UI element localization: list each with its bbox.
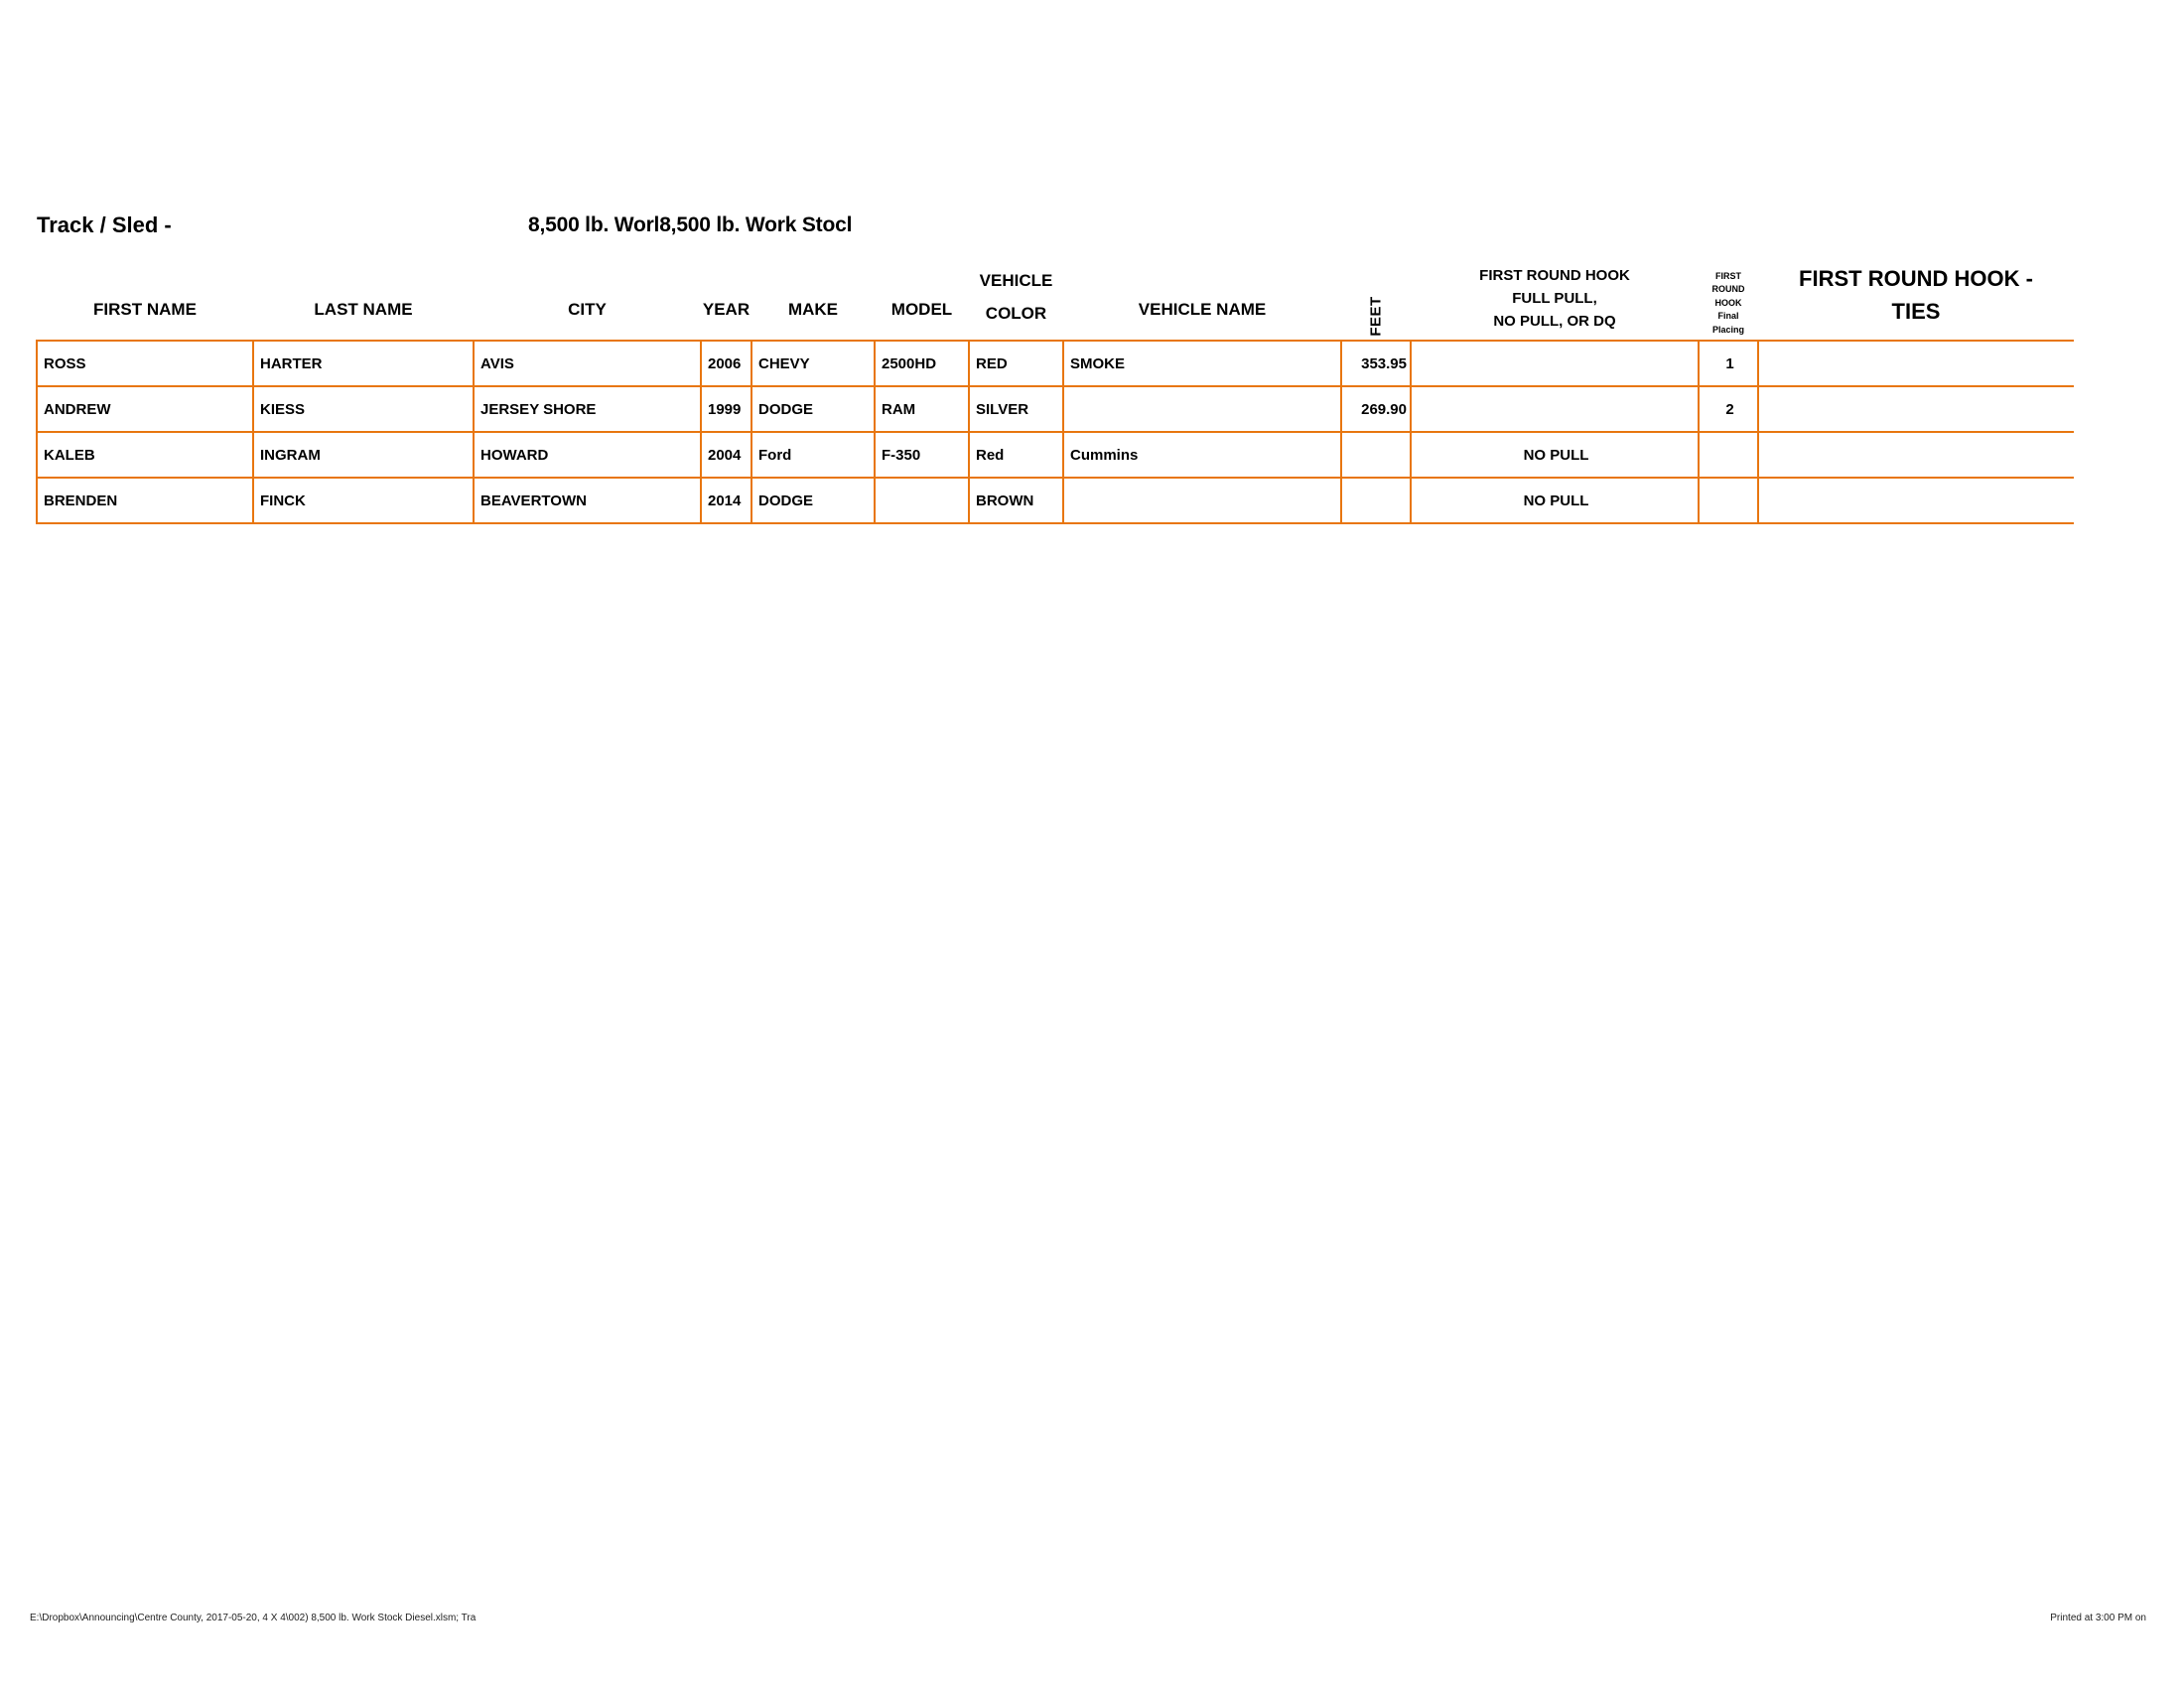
table-cell-model: 2500HD [875, 341, 969, 386]
header-line: VEHICLE NAME [1138, 300, 1267, 319]
table-row [37, 341, 2074, 386]
header-line: TIES [1891, 299, 1941, 324]
table-cell-feet [1341, 478, 1411, 523]
table-row [37, 432, 2074, 478]
table-cell-year: 2014 [701, 478, 751, 523]
table-cell-model: F-350 [875, 432, 969, 478]
table-cell-year: 2006 [701, 341, 751, 386]
column-header-year [701, 238, 751, 341]
table-cell-last-name: KIESS [253, 386, 474, 432]
table-cell-vehicle-color: RED [969, 341, 1063, 386]
rotated-header-text: FEET [1367, 296, 1385, 337]
column-header-row [37, 238, 2074, 341]
table-cell-first-round-hook-result: NO PULL [1411, 478, 1699, 523]
table-cell-vehicle-color: BROWN [969, 478, 1063, 523]
table-cell-last-name: INGRAM [253, 432, 474, 478]
table-cell-first-round-hook-result [1411, 386, 1699, 432]
header-line: MAKE [787, 300, 839, 319]
table-cell-vehicle-name: SMOKE [1063, 341, 1341, 386]
column-header-first-round-hook-result [1411, 238, 1699, 341]
table-cell-feet: 269.90 [1341, 386, 1411, 432]
header-line: FIRST [1715, 270, 1741, 281]
header-line: NO PULL, OR DQ [1493, 313, 1616, 330]
header-line: YEAR [702, 300, 751, 319]
table-cell-feet [1341, 432, 1411, 478]
table-cell-model [875, 478, 969, 523]
table-cell-city: BEAVERTOWN [474, 478, 701, 523]
column-header-vehicle-name [1063, 238, 1341, 341]
header-line: Placing [1711, 324, 1744, 335]
table-cell-last-name: HARTER [253, 341, 474, 386]
table-cell-vehicle-name [1063, 386, 1341, 432]
column-header-first-round-hook-placing [1699, 238, 1758, 341]
column-header-first-round-hook-ties [1758, 238, 2074, 341]
table-cell-first-round-hook-ties [1758, 432, 2074, 478]
table-row [37, 386, 2074, 432]
table-cell-make: CHEVY [751, 341, 875, 386]
table-cell-first-round-hook-ties [1758, 341, 2074, 386]
table-cell-first-name: KALEB [37, 432, 253, 478]
table-cell-city: JERSEY SHORE [474, 386, 701, 432]
results-table [36, 238, 2074, 524]
table-cell-vehicle-color: Red [969, 432, 1063, 478]
table-cell-make: DODGE [751, 386, 875, 432]
column-header-last-name [253, 238, 474, 341]
table-cell-first-round-hook-placing [1699, 478, 1758, 523]
header-line: ROUND [1711, 284, 1745, 294]
table-row [37, 478, 2074, 523]
table-cell-vehicle-name [1063, 478, 1341, 523]
header-line: FIRST ROUND HOOK - [1799, 266, 2033, 291]
table-cell-make: Ford [751, 432, 875, 478]
header-line: FULL PULL, [1512, 290, 1597, 307]
column-header-first-name [37, 238, 253, 341]
table-cell-city: HOWARD [474, 432, 701, 478]
class-title-part-2: 8,500 lb. Work Stocl [659, 213, 853, 236]
footer-file-path: E:\Dropbox\Announcing\Centre County, 2017-05-20, 4 X 4\002) 8,500 lb. Work Stock Diesel.xlsm; Tra [30, 1613, 477, 1623]
header-line: MODEL [890, 300, 953, 319]
table-cell-first-name: BRENDEN [37, 478, 253, 523]
table-cell-first-round-hook-ties [1758, 386, 2074, 432]
table-cell-last-name: FINCK [253, 478, 474, 523]
table-cell-model: RAM [875, 386, 969, 432]
table-cell-year: 2004 [701, 432, 751, 478]
table-cell-feet: 353.95 [1341, 341, 1411, 386]
table-cell-make: DODGE [751, 478, 875, 523]
table-cell-first-name: ROSS [37, 341, 253, 386]
header-line: COLOR [985, 304, 1047, 323]
header-line: VEHICLE [979, 271, 1053, 290]
column-header-city [474, 238, 701, 341]
column-header-model [875, 238, 969, 341]
table-cell-first-round-hook-placing: 1 [1699, 341, 1758, 386]
column-header-make [751, 238, 875, 341]
footer-printed-timestamp: Printed at 3:00 PM on [2050, 1613, 2146, 1623]
table-cell-first-round-hook-ties [1758, 478, 2074, 523]
header-line: CITY [568, 300, 607, 319]
class-title-part-1: 8,500 lb. Worl [528, 213, 660, 236]
table-cell-vehicle-name: Cummins [1063, 432, 1341, 478]
table-cell-first-round-hook-placing: 2 [1699, 386, 1758, 432]
column-header-vehicle-color [969, 238, 1063, 341]
table-cell-first-name: ANDREW [37, 386, 253, 432]
column-header-feet [1341, 238, 1411, 341]
header-line: LAST NAME [314, 300, 413, 319]
header-line: FIRST NAME [93, 300, 197, 319]
table-cell-city: AVIS [474, 341, 701, 386]
header-line: HOOK [1714, 297, 1742, 308]
table-cell-first-round-hook-result: NO PULL [1411, 432, 1699, 478]
table-cell-first-round-hook-result [1411, 341, 1699, 386]
table-cell-year: 1999 [701, 386, 751, 432]
header-line: FIRST ROUND HOOK [1479, 267, 1630, 284]
header-line: Final [1717, 311, 1739, 321]
table-cell-first-round-hook-placing [1699, 432, 1758, 478]
table-cell-vehicle-color: SILVER [969, 386, 1063, 432]
track-sled-label: Track / Sled - [37, 212, 172, 237]
class-title [528, 213, 852, 237]
